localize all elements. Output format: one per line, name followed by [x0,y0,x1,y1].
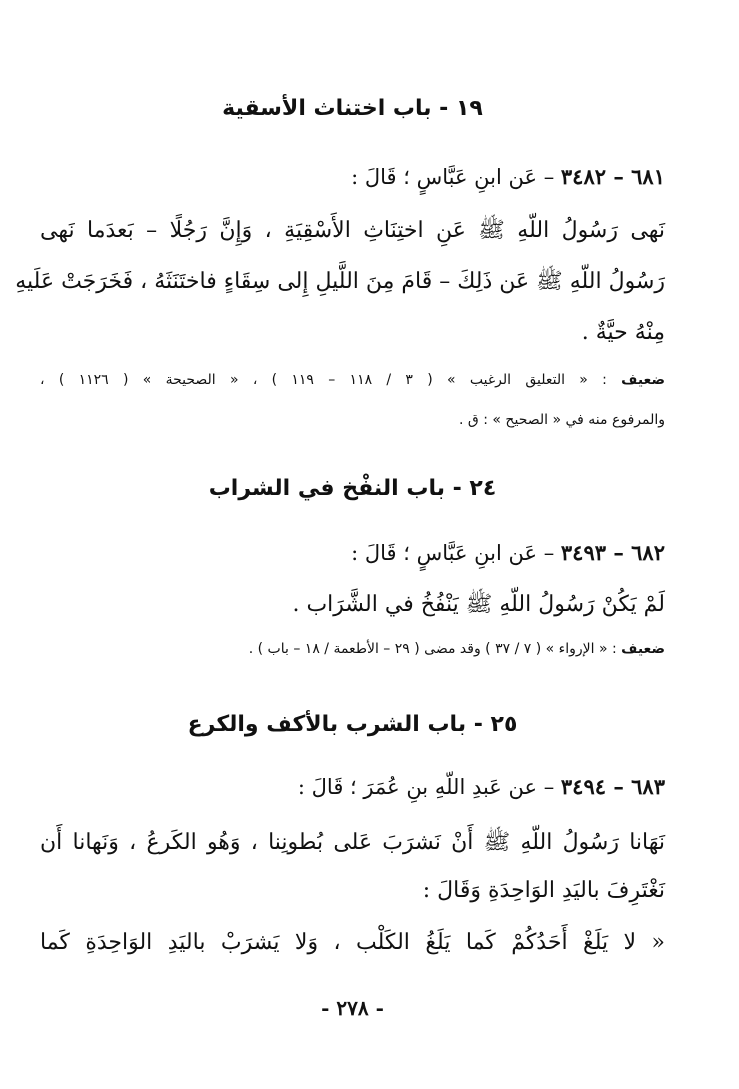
book-page [15,0,665,1089]
hadith-1-line-1: نَهى رَسُولُ اللّهِ ﷺ عَنِ اختِنَاثِ الأَسْقِيَةِ ، وَإِنَّ رَجُلًا – بَعدَما نَهى [40,218,665,243]
page-number: - ٢٧٨ - [321,996,384,1020]
grade-label-2: ضعيف [621,641,665,657]
hadith-header-3 [40,774,665,799]
hadith-narrator-2: – عَن ابنِ عَبَّاسٍ ؛ قَالَ : [351,541,555,565]
hadith-3-line-1: نَهَانا رَسُولُ اللّهِ ﷺ أَنْ نَشرَبَ عَلى بُطونِنا ، وَهُو الكَرعُ ، وَنَهانا أَن [40,830,665,855]
hadith-number-2: ٦٨٢ – ٣٤٩٣ [560,540,665,565]
hadith-narrator-1: – عَن ابنِ عَبَّاسٍ ؛ قَالَ : [351,165,555,189]
grade-label-1: ضعيف [621,372,665,388]
hadith-2-line-1: لَمْ يَكُنْ رَسُولُ اللّهِ ﷺ يَنْفُخُ في الشَّرَاب . [292,592,665,617]
grading-reference-1: : « التعليق الرغيب » ( ٣ / ١١٨ – ١١٩ ) ، « الصحيحة » ( ١١٢٦ ) ، [40,372,607,388]
hadith-header-1 [40,164,665,189]
hadith-3-line-2: نَغْتَرِفَ باليَدِ الوَاحِدَةِ وَقَالَ : [422,878,665,903]
chapter-heading-3: ٢٥ - باب الشرب بالأكف والكرع [187,712,518,737]
hadith-number-1: ٦٨١ – ٣٤٨٢ [560,164,665,189]
grading-reference-2: : « الإرواء » ( ٧ / ٣٧ ) وقد مضى ( ٢٩ – الأطعمة / ١٨ – باب ) . [248,641,617,657]
hadith-number-3: ٦٨٣ – ٣٤٩٤ [560,774,665,799]
hadith-narrator-3: – عن عَبدِ اللّهِ بنِ عُمَرَ ؛ قَالَ : [297,775,555,799]
chapter-heading-1: ١٩ - باب اختناث الأسقية [222,96,483,121]
grading-note-1-line-1 [40,372,665,388]
chapter-heading-2: ٢٤ - باب النفْخ في الشراب [208,476,497,501]
hadith-1-line-3: مِنْهُ حيَّةٌ . [581,320,665,345]
hadith-header-2 [40,540,665,565]
grading-note-1-line-2: والمرفوع منه في « الصحيح » : ق . [459,412,665,428]
grading-note-2 [40,641,665,657]
hadith-1-line-2: رَسُولُ اللّهِ ﷺ عَن ذَلِكَ – قَامَ مِنَ اللَّيلِ إِلى سِقَاءٍ فاختَنَثَهُ ، فَخَرَجَتْ عَلَيهِ [15,269,665,294]
hadith-3-line-3: « لا يَلَغْ أَحَدُكُمْ كَما يَلَغُ الكَلْب ، وَلا يَشرَبْ باليَدِ الوَاحِدَةِ كَما [40,930,665,955]
